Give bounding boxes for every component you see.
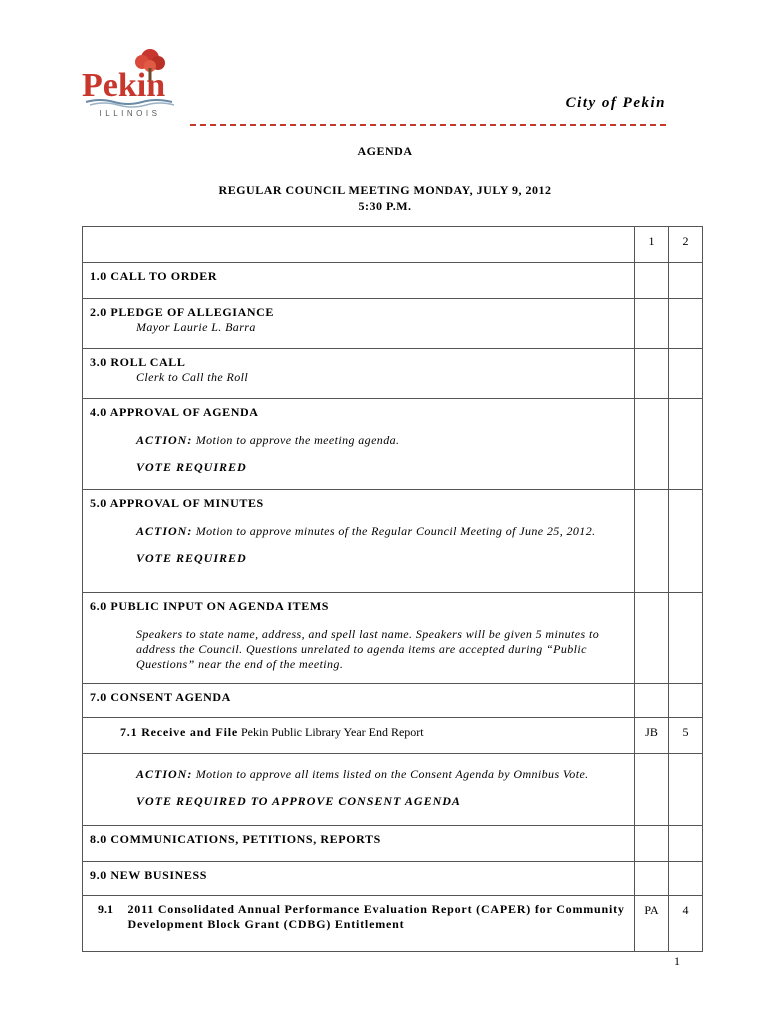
section-title: 8.0 COMMUNICATIONS, PETITIONS, REPORTS <box>90 832 381 846</box>
table-row <box>83 754 703 826</box>
agenda-table <box>82 226 703 952</box>
col1-header: 1 <box>635 227 669 263</box>
meeting-title: REGULAR COUNCIL MEETING MONDAY, JULY 9, 2012 <box>218 183 552 197</box>
col2-header: 2 <box>669 227 703 263</box>
action-text: ACTION: Motion to approve minutes of the Regular Council Meeting of June 25, 2012. <box>136 524 596 538</box>
item-col2-value: 4 <box>669 896 703 952</box>
item-col1-value: PA <box>635 896 669 952</box>
item-title: 2011 Consolidated Annual Performance Evaluation Report (CAPER) for Community Development Block Grant (CDBG) Entitlement <box>127 902 625 931</box>
item-col1-value: JB <box>635 718 669 754</box>
svg-text:Pekin: Pekin <box>82 67 166 104</box>
table-row <box>83 399 703 490</box>
section-title: 7.0 CONSENT AGENDA <box>90 690 231 704</box>
table-row <box>83 862 703 896</box>
city-name: City of Pekin <box>565 95 666 111</box>
table-row <box>83 896 703 952</box>
section-title: 4.0 APPROVAL OF AGENDA <box>90 405 259 419</box>
table-row <box>83 826 703 862</box>
table-row <box>83 299 703 349</box>
consent-item: 7.1 Receive and File Pekin Public Library Year End Report <box>120 725 424 739</box>
table-row <box>83 718 703 754</box>
item-number: 9.1 <box>98 902 113 916</box>
vote-required: VOTE REQUIRED <box>136 551 247 565</box>
vote-required: VOTE REQUIRED TO APPROVE CONSENT AGENDA <box>136 794 461 808</box>
header-dashed-rule <box>190 124 666 126</box>
section-title: 1.0 CALL TO ORDER <box>90 269 218 283</box>
item-col2-value: 5 <box>669 718 703 754</box>
public-input-text: Speakers to state name, address, and spell last name. Speakers will be given 5 minutes to address the Council. Questions unrelated to agenda items are accepted during “Public Questions” near the end of the meeting. <box>136 627 600 671</box>
table-row <box>83 349 703 399</box>
table-header-row <box>83 227 703 263</box>
new-business-item <box>90 902 626 932</box>
section-title: 6.0 PUBLIC INPUT ON AGENDA ITEMS <box>90 599 330 613</box>
table-row <box>83 593 703 684</box>
section-title: 9.0 NEW BUSINESS <box>90 868 208 882</box>
city-logo <box>80 44 180 118</box>
action-text: ACTION: Motion to approve the meeting agenda. <box>136 433 400 447</box>
pekin-logo-graphic <box>80 44 180 118</box>
page-number: 1 <box>674 954 680 968</box>
section-title: 5.0 APPROVAL OF MINUTES <box>90 496 264 510</box>
svg-text:ILLINOIS: ILLINOIS <box>99 109 161 118</box>
section-title: 2.0 PLEDGE OF ALLEGIANCE <box>90 305 274 319</box>
section-subtitle: Clerk to Call the Roll <box>136 370 249 384</box>
table-row <box>83 490 703 593</box>
agenda-title: AGENDA <box>357 144 413 158</box>
section-subtitle: Mayor Laurie L. Barra <box>136 320 256 334</box>
table-row <box>83 684 703 718</box>
table-row <box>83 263 703 299</box>
section-title: 3.0 ROLL CALL <box>90 355 186 369</box>
action-text: ACTION: Motion to approve all items listed on the Consent Agenda by Omnibus Vote. <box>136 767 589 781</box>
meeting-time: 5:30 P.M. <box>358 199 412 213</box>
header-blank-cell <box>83 227 635 263</box>
vote-required: VOTE REQUIRED <box>136 460 247 474</box>
